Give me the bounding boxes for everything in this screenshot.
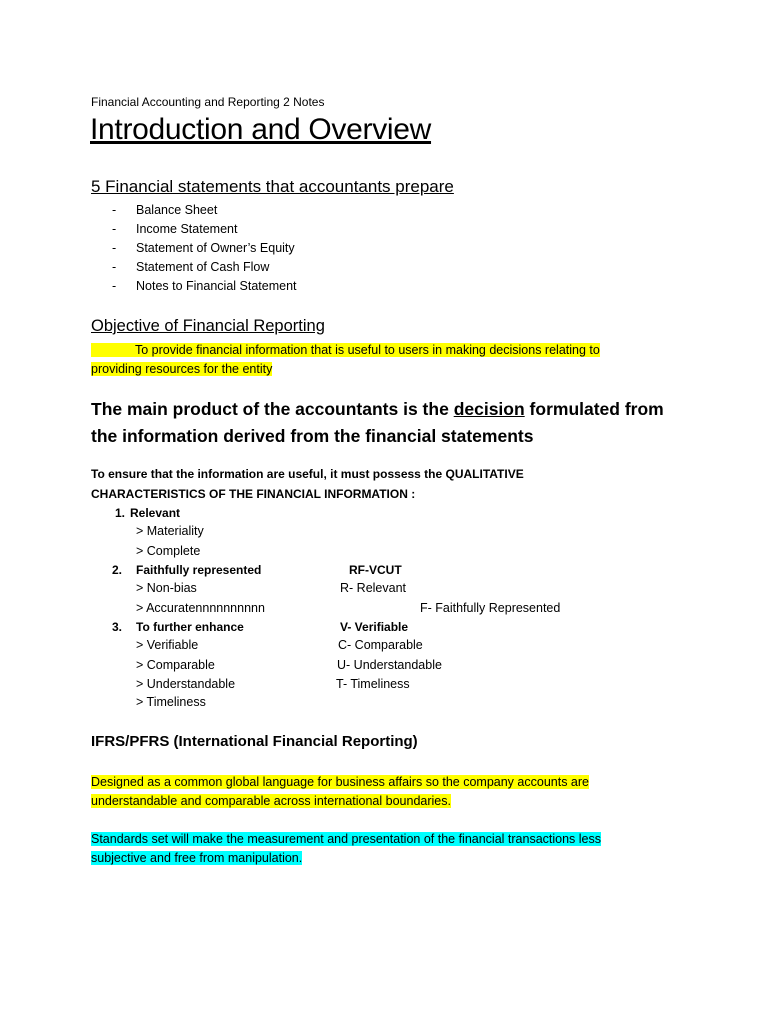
ifrs-paragraph-2-line-2: subjective and free from manipulation. bbox=[91, 851, 303, 865]
qualitative-materiality: > Materiality bbox=[136, 524, 204, 538]
mnemonic-u: U- Understandable bbox=[337, 658, 442, 672]
qualitative-intro-1: To ensure that the information are useful, it must possess the QUALITATIVE bbox=[91, 467, 524, 481]
statements-heading: 5 Financial statements that accountants prepare bbox=[91, 177, 454, 196]
qualitative-nonbias: > Non-bias bbox=[136, 581, 197, 595]
qualitative-number-1: 1. bbox=[115, 506, 126, 520]
qualitative-number-3: 3. bbox=[112, 620, 123, 634]
mnemonic-f: F- Faithfully Represented bbox=[420, 601, 561, 615]
qualitative-relevant: Relevant bbox=[130, 506, 181, 520]
main-heading: Introduction and Overview bbox=[90, 113, 432, 146]
list-item: - Balance Sheet bbox=[112, 203, 218, 217]
objective-line-1: To provide financial information that is useful to users in making decisions relating to bbox=[91, 341, 600, 360]
qualitative-intro-2: CHARACTERISTICS OF THE FINANCIAL INFORMATION : bbox=[91, 487, 416, 501]
ifrs-paragraph-1-line-1: Designed as a common global language for business affairs so the company accounts are bbox=[91, 775, 589, 789]
list-item: - Notes to Financial Statement bbox=[112, 279, 297, 293]
mnemonic-t: T- Timeliness bbox=[336, 677, 410, 691]
qualitative-timeliness: > Timeliness bbox=[136, 695, 206, 709]
mnemonic-v: V- Verifiable bbox=[340, 620, 409, 634]
main-product-line-1: The main product of the accountants is the decision formulated from bbox=[91, 399, 664, 419]
qualitative-faithfully: Faithfully represented bbox=[136, 563, 262, 577]
list-item: - Statement of Cash Flow bbox=[112, 260, 270, 274]
mnemonic-r: R- Relevant bbox=[340, 581, 406, 595]
objective-line-2: providing resources for the entity bbox=[91, 362, 273, 376]
qualitative-comparable: > Comparable bbox=[136, 658, 215, 672]
qualitative-verifiable: > Verifiable bbox=[136, 638, 199, 652]
objective-heading: Objective of Financial Reporting bbox=[91, 317, 325, 335]
qualitative-complete: > Complete bbox=[136, 544, 201, 558]
list-item: - Income Statement bbox=[112, 222, 238, 236]
qualitative-accurate: > Accuratennnnnnnnnn bbox=[136, 601, 265, 615]
ifrs-heading: IFRS/PFRS (International Financial Reporting) bbox=[91, 733, 418, 750]
mnemonic-c: C- Comparable bbox=[338, 638, 423, 652]
mnemonic-title: RF-VCUT bbox=[349, 563, 402, 577]
ifrs-paragraph-1-line-2: understandable and comparable across international boundaries. bbox=[91, 794, 451, 808]
qualitative-understandable: > Understandable bbox=[136, 677, 236, 691]
main-product-line-2: the information derived from the financial statements bbox=[91, 426, 534, 446]
document-title: Financial Accounting and Reporting 2 Notes bbox=[91, 95, 325, 109]
qualitative-enhance: To further enhance bbox=[136, 620, 244, 634]
ifrs-paragraph-2-line-1: Standards set will make the measurement and presentation of the financial transactions less bbox=[91, 832, 601, 846]
qualitative-number-2: 2. bbox=[112, 563, 123, 577]
list-item: - Statement of Owner’s Equity bbox=[112, 241, 295, 255]
